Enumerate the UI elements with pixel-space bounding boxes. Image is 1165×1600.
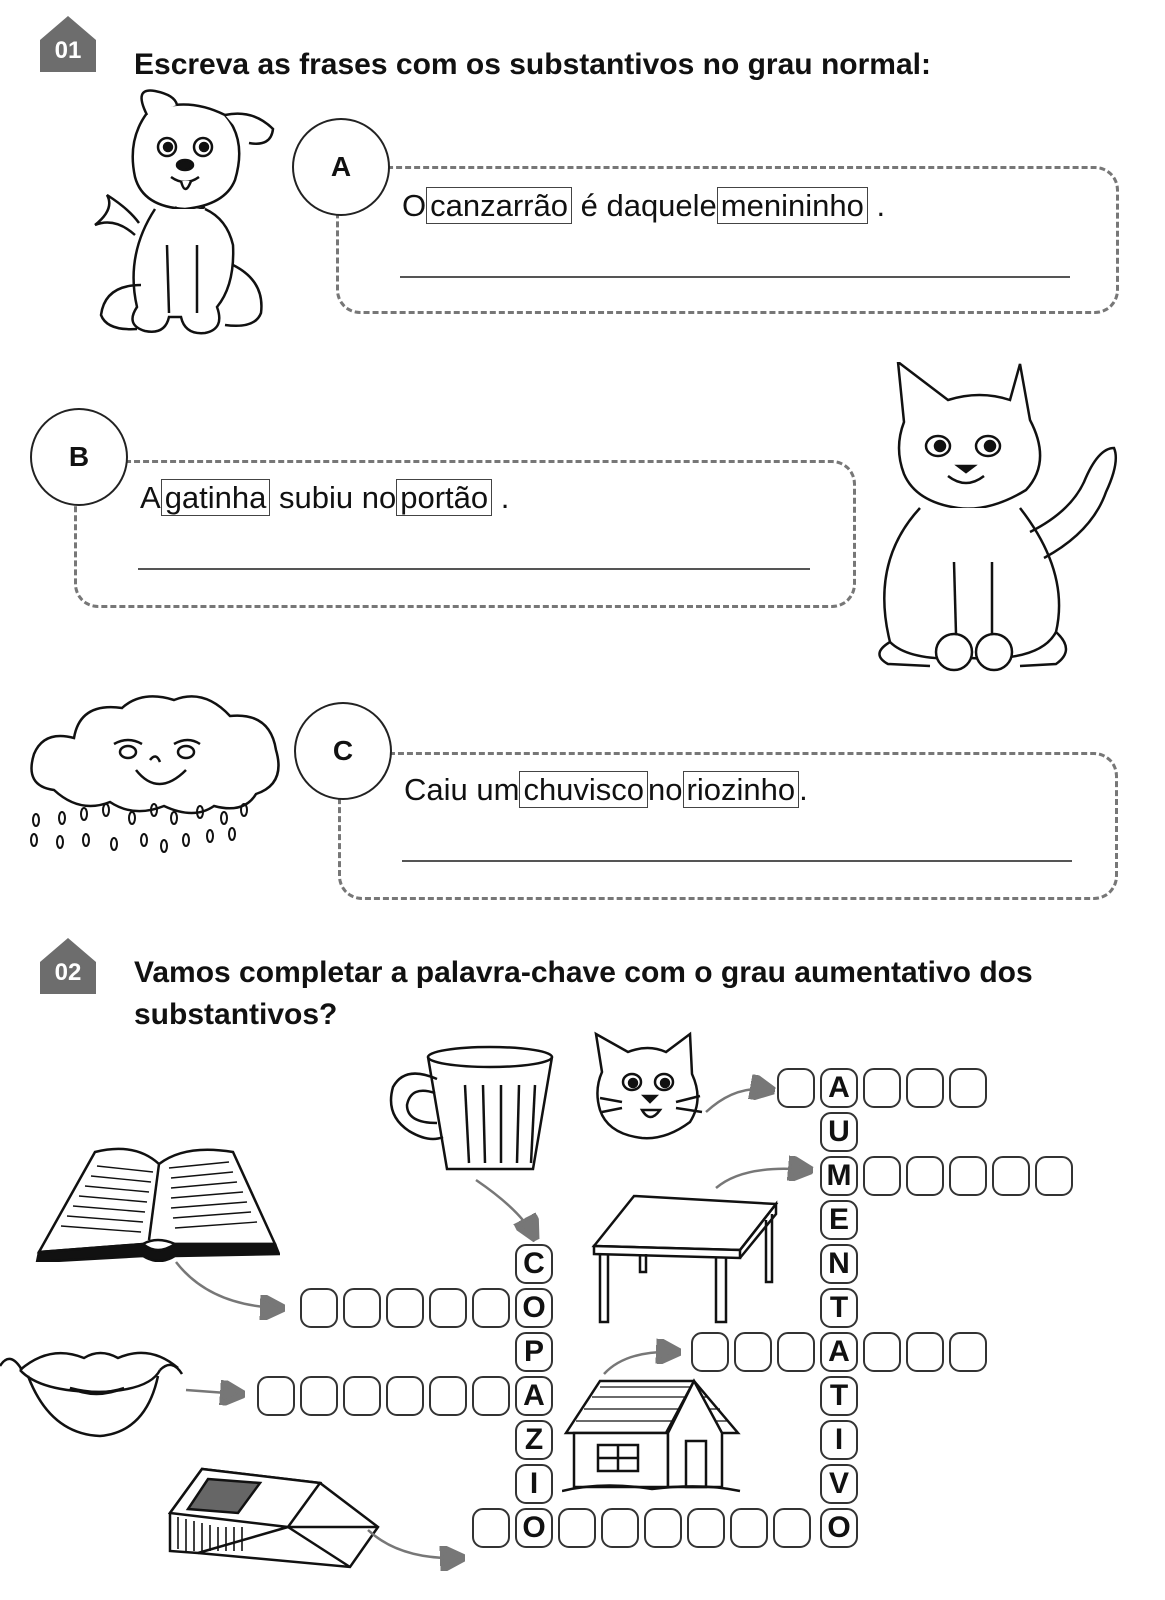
sentence-c-word1: chuvisco bbox=[519, 771, 648, 808]
answer-cell-26[interactable] bbox=[472, 1376, 510, 1416]
sentence-b-word1: gatinha bbox=[161, 479, 271, 516]
copazio-cell-4: A bbox=[515, 1376, 553, 1416]
keyword-cell-11: O bbox=[820, 1508, 858, 1548]
sentence-a-after: . bbox=[876, 188, 886, 223]
letter-circle-c: C bbox=[294, 702, 392, 800]
answer-cell-31[interactable] bbox=[687, 1508, 725, 1548]
arrow-mug bbox=[476, 1180, 534, 1236]
answer-cell-28[interactable] bbox=[558, 1508, 596, 1548]
exercise-2-number: 02 bbox=[54, 959, 82, 986]
sentence-c-middle: no bbox=[648, 772, 683, 807]
answer-cell-17[interactable] bbox=[343, 1288, 381, 1328]
exercise-1-number: 01 bbox=[54, 37, 82, 64]
sentence-b-before: A bbox=[140, 480, 161, 515]
answer-cell-25[interactable] bbox=[429, 1376, 467, 1416]
answer-cell-6[interactable] bbox=[906, 1156, 944, 1196]
answer-cell-19[interactable] bbox=[429, 1288, 467, 1328]
arrow-lips bbox=[186, 1390, 240, 1394]
answer-cell-33[interactable] bbox=[773, 1508, 811, 1548]
keyword-cell-10: V bbox=[820, 1464, 858, 1504]
arrow-cat bbox=[706, 1089, 770, 1112]
answer-cell-13[interactable] bbox=[863, 1332, 901, 1372]
answer-cell-23[interactable] bbox=[343, 1376, 381, 1416]
answer-cell-16[interactable] bbox=[300, 1288, 338, 1328]
answer-cell-24[interactable] bbox=[386, 1376, 424, 1416]
copazio-cell-1: C bbox=[515, 1244, 553, 1284]
keyword-cell-3: M bbox=[820, 1156, 858, 1196]
answer-cell-3[interactable] bbox=[906, 1068, 944, 1108]
sentence-a-before: O bbox=[402, 188, 427, 223]
sentence-c-after: . bbox=[799, 772, 808, 807]
sentence-b-middle: subiu no bbox=[279, 480, 397, 515]
keyword-cell-5: N bbox=[820, 1244, 858, 1284]
copazio-cell-6: I bbox=[515, 1464, 553, 1504]
answer-cell-29[interactable] bbox=[601, 1508, 639, 1548]
keyword-cell-1: A bbox=[820, 1068, 858, 1108]
sentence-a-middle: é daquele bbox=[580, 188, 717, 223]
answer-cell-10[interactable] bbox=[691, 1332, 729, 1372]
exercise-2-title-line1: Vamos completar a palavra-chave com o grau aumentativo dos bbox=[134, 956, 1033, 989]
arrow-table bbox=[716, 1169, 808, 1188]
answer-cell-22[interactable] bbox=[300, 1376, 338, 1416]
sentence-c-word2: riozinho bbox=[683, 771, 800, 808]
answer-cell-20[interactable] bbox=[472, 1288, 510, 1328]
sentence-c-before: Caiu um bbox=[404, 772, 520, 807]
copazio-cell-7: O bbox=[515, 1508, 553, 1548]
keyword-cell-7: A bbox=[820, 1332, 858, 1372]
keyword-cell-8: T bbox=[820, 1376, 858, 1416]
copazio-cell-2: O bbox=[515, 1288, 553, 1328]
answer-cell-4[interactable] bbox=[949, 1068, 987, 1108]
keyword-cell-4: E bbox=[820, 1200, 858, 1240]
letter-circle-b: B bbox=[30, 408, 128, 506]
answer-cell-14[interactable] bbox=[906, 1332, 944, 1372]
answer-cell-7[interactable] bbox=[949, 1156, 987, 1196]
letter-circle-a: A bbox=[292, 118, 390, 216]
answer-cell-18[interactable] bbox=[386, 1288, 424, 1328]
copazio-cell-3: P bbox=[515, 1332, 553, 1372]
arrow-book bbox=[176, 1262, 280, 1308]
sentence-b-after: . bbox=[500, 480, 510, 515]
answer-cell-9[interactable] bbox=[1035, 1156, 1073, 1196]
keyword-cell-9: I bbox=[820, 1420, 858, 1460]
answer-cell-12[interactable] bbox=[777, 1332, 815, 1372]
sentence-b-word2: portão bbox=[396, 479, 492, 516]
copazio-cell-5: Z bbox=[515, 1420, 553, 1460]
exercise-1-title: Escreva as frases com os substantivos no grau normal: bbox=[134, 48, 931, 81]
answer-cell-8[interactable] bbox=[992, 1156, 1030, 1196]
answer-cell-1[interactable] bbox=[777, 1068, 815, 1108]
answer-cell-21[interactable] bbox=[257, 1376, 295, 1416]
exercise-2-title-line2: substantivos? bbox=[134, 998, 338, 1031]
answer-cell-32[interactable] bbox=[730, 1508, 768, 1548]
answer-cell-30[interactable] bbox=[644, 1508, 682, 1548]
answer-cell-5[interactable] bbox=[863, 1156, 901, 1196]
answer-cell-2[interactable] bbox=[863, 1068, 901, 1108]
arrow-house bbox=[604, 1352, 676, 1374]
keyword-cell-6: T bbox=[820, 1288, 858, 1328]
answer-cell-27[interactable] bbox=[472, 1508, 510, 1548]
arrow-eraser bbox=[368, 1530, 460, 1558]
answer-cell-11[interactable] bbox=[734, 1332, 772, 1372]
keyword-cell-2: U bbox=[820, 1112, 858, 1152]
sentence-a-word2: menininho bbox=[717, 187, 868, 224]
answer-cell-15[interactable] bbox=[949, 1332, 987, 1372]
sentence-a-word1: canzarrão bbox=[426, 187, 572, 224]
